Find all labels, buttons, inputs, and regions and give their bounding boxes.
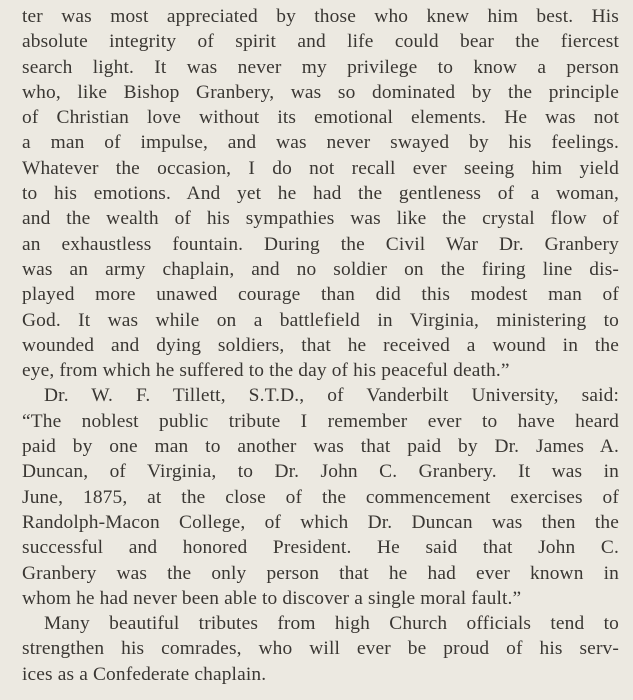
text-line: Granbery was the only person that he had ever known in [22, 562, 619, 584]
text-line: June, 1875, at the close of the commencement exercises of [22, 486, 619, 508]
text-line: Many beautiful tributes from high Church officials tend to [44, 613, 619, 635]
text-line: who, like Bishop Granbery, was so dominated by the principle [22, 81, 619, 103]
text-line: and the wealth of his sympathies was like the crystal flow of [22, 208, 619, 230]
text-line: Dr. W. F. Tillett, S.T.D., of Vanderbilt University, said: [44, 385, 619, 407]
text-line: absolute integrity of spirit and life could bear the fiercest [22, 31, 619, 53]
text-line: of Christian love without its emotional elements. He was not [22, 107, 619, 129]
text-line: an exhaustless fountain. During the Civil War Dr. Granbery [22, 233, 619, 255]
paragraph-tributes [22, 611, 619, 687]
text-line: Whatever the occasion, I do not recall ever seeing him yield [22, 157, 619, 179]
paragraph-continuation [22, 4, 619, 383]
text-line: paid by one man to another was that paid by Dr. James A. [22, 436, 619, 458]
text-line: wounded and dying soldiers, that he received a wound in the [22, 334, 619, 356]
text-line: whom he had never been able to discover a single moral fault.” [22, 587, 522, 609]
text-line: search light. It was never my privilege to know a person [22, 56, 619, 78]
text-line: “The noblest public tribute I remember ever to have heard [22, 410, 619, 432]
text-line: played more unawed courage than did this modest man of [22, 284, 619, 306]
text-line: ices as a Confederate chaplain. [22, 663, 267, 685]
text-line: to his emotions. And yet he had the gentleness of a woman, [22, 183, 619, 205]
text-line: Randolph-Macon College, of which Dr. Duncan was then the [22, 511, 619, 533]
text-line: was an army chaplain, and no soldier on the firing line dis- [22, 258, 619, 280]
text-line: Duncan, of Virginia, to Dr. John C. Granbery. It was in [22, 461, 619, 483]
text-line: strengthen his comrades, who will ever be proud of his serv- [22, 638, 619, 660]
paragraph-tillett-quote [22, 383, 619, 611]
text-line: a man of impulse, and was never swayed by his feelings. [22, 132, 619, 154]
text-line: eye, from which he suffered to the day of his peaceful death.” [22, 360, 510, 382]
text-line: successful and honored President. He said that John C. [22, 537, 619, 559]
text-line: God. It was while on a battlefield in Virginia, ministering to [22, 309, 619, 331]
text-line: ter was most appreciated by those who knew him best. His [22, 6, 619, 27]
